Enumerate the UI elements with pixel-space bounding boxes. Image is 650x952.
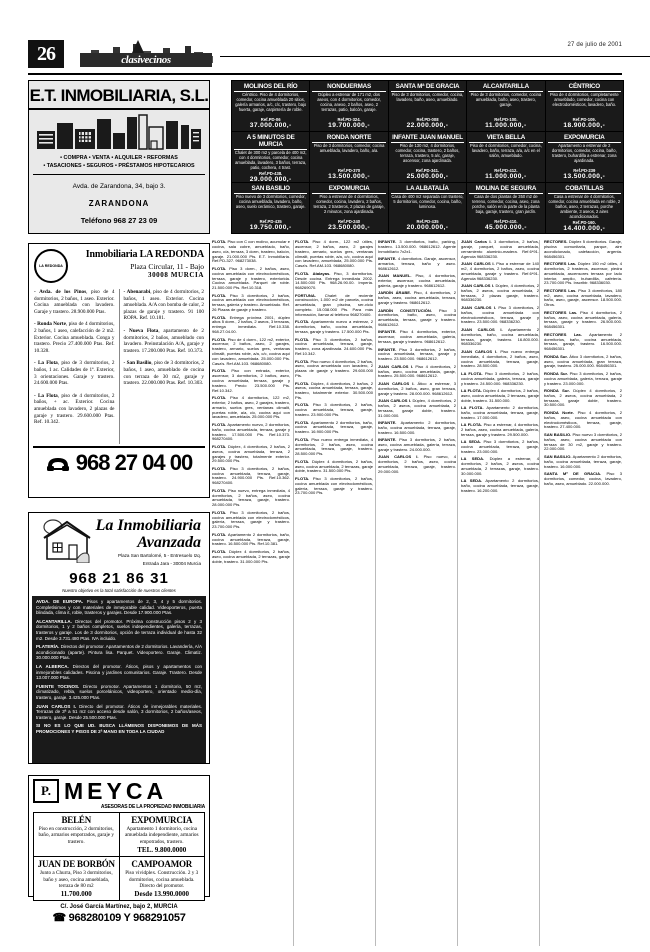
avanzada-title-line-2: Avanzada <box>137 534 201 551</box>
property-box-price: 18.900.000,- <box>563 122 606 129</box>
classified-ad[interactable]: FLOTA. Piso con entrada, exterior, ascensor, 3 dormitorios, 2 baños, aseo, cocina amueblada, terraza, garaje y trastero. Precio 23.500.000 Pts. Ref.10.342. <box>212 368 290 393</box>
ad-la-inmobiliaria-avanzada <box>28 512 210 764</box>
property-box-title: EXPOMURCIA <box>312 185 385 194</box>
classified-column-1 <box>212 240 290 946</box>
meyca-cell-price: 11.700.000 <box>60 890 92 899</box>
classified-ad[interactable]: JUAN CARLOS I. Piso 4 dormitorios, 2 baños, aseo, cocina amueblada, garaje, trastero. 25.500.000. 968612612. <box>378 363 456 379</box>
classified-ad[interactable]: FLOTA. Dúplex, 4 dormitorios, 2 baños, 2 aseos, cocina amueblada, terraza, 2 garajes y trastero, totalmente exterior. 29.500.000 Pts. <box>212 443 290 464</box>
property-box-ref: Ref.PD-240 <box>338 219 361 224</box>
classified-ad[interactable]: FLOTA. Atalayas. Piso, 3 dormitorios. Desde cocina. Entrega inmediata 2002. 14.500.000 Pts. 968.26.90.00. Imperia. 968269070. <box>295 270 373 291</box>
avanzada-listings <box>32 596 206 764</box>
property-box-description: Piso de 130 m2, 4 dormitorios, comedor, cocina, trastero, 2 baños, terraza, trastero, 5 a/c, garaje, ascensor, zona ajardinada. <box>395 143 460 163</box>
redonda-listing: - La Flota, piso de 4 dormitorios, 2 baños, + ac. Exterior. Cocina amueblada con lavadero, 2 plazas de garaje y trastero. 29.600.000 Ptas. Ref. 10.342. <box>34 392 115 426</box>
property-box-price: 29.000.000,- <box>249 175 292 182</box>
avanzada-listing: JUAN CARLOS I. Directo del promotor. Áticos de inmejorables materiales. Terrazas de 3ª a 51 m2 con acceso desde salón, 3 dormitorios, 2 baños/aseos, trastero, garaje. Desde 25.500.000 Ptas. <box>36 703 202 720</box>
et-services-line-2: • TASACIONES • SEGUROS • PRÉSTAMOS HIPOTECARIOS <box>33 163 205 175</box>
classified-column-5 <box>544 240 622 946</box>
property-box[interactable] <box>389 132 466 182</box>
property-box-ref: Ref.PD-160. <box>572 219 596 225</box>
avanzada-title-line-1: La Inmobiliaria <box>95 517 201 534</box>
classified-ad[interactable]: JUAN CARLOS I. Piso 3 dormitorios, 2 baños, cocina amueblada con electrodomésticos, terraza, garaje y trastero. 23.500.000. 968336230. <box>461 304 539 325</box>
property-box-title: NONDUERMAS <box>312 83 385 92</box>
classified-ad[interactable]: LA FLOTA. Apartamento 2 dormitorios, baño, cocina amueblada, terraza, garaje, trastero. 17.000.000. <box>461 405 539 420</box>
classified-ad[interactable]: RONDA Sur. Dúplex 4 dormitorios, 2 baños, 2 aseos, cocina amueblada, 2 terrazas, garaje doble, trastero. 30.500.000. <box>544 387 622 408</box>
meyca-cell-description: Junto a Churra, Piso 3 dormitorios, baño y aseo, cocina amueblada, terraza de 80 m2 <box>39 870 113 890</box>
property-box-ref: Ref.PD-438. <box>259 170 283 176</box>
classified-ad[interactable]: FLOTA. Piso 3 dormitorios, 2 baños, cocina amueblada, terraza, garaje, trastero. 23.900.000 Pts. <box>295 402 373 418</box>
property-box[interactable] <box>546 81 623 131</box>
property-box-ref: Ref.PD-435 <box>259 219 282 224</box>
classified-ad[interactable]: FLOTA. Apartamento 2 dormitorios, baño, cocina amueblada, terraza, garaje, trastero. 16.900.000 Pts. <box>295 419 373 435</box>
redonda-name: Inmobiliaria LA REDONDA <box>85 249 204 260</box>
redonda-listing-columns <box>29 285 209 444</box>
avanzada-listing: SI NO ES LO QUE UD. BUSCA LLÁMENOS DISPONEMOS DE MÁS PROMOCIONES Y PISOS DE 2ª MANO EN TODA LA CIUDAD <box>36 723 202 734</box>
property-box-description: Piso de 4 dormitorios, comedor, cocina, lavadero, baño, terraza, a/a, a/c en el salón, amueblado. <box>470 143 542 158</box>
property-box-price: 23.500.000,- <box>328 224 371 231</box>
meyca-address: C/. José García Martínez, bajo 2, MURCIA <box>60 904 178 911</box>
property-box-description: Piso de 3 dormitorios, comedor, cocina amueblada, baño, aseo, trastero, garaje. <box>470 92 542 107</box>
property-box-title: CÉNTRICO <box>548 83 621 92</box>
meyca-cell-price: Desde 13.990.0000 <box>134 890 190 899</box>
page-number: 26 <box>28 40 64 68</box>
avanzada-listing: LA ALBERCA. Directos del promotor. Áticos, pisos y apartamentos con inmejorables calidades. Piscina y jardines comunitarios. Garaje. Trastero. Desde 13.007.000 Ptas. <box>36 663 202 681</box>
et-town: ZARANDONA <box>88 199 150 208</box>
classified-ad[interactable]: FLOTA. Dúplex 4 dormitorios, 2 baños, aseo, cocina amueblada, 2 terrazas, garaje doble, trastero. 31.500.000 Pts. <box>295 458 373 474</box>
property-box-description: Casa a estrenar de 4 dormitorios, comedor, cocina amueblada en roble, 2 baños, aseo, 2 terrazas, porche ambiente, 3 aseos, 2 aires acondicionados. <box>548 194 621 219</box>
clasivecinos-logo <box>76 40 216 70</box>
meyca-phone-numbers: 968280109 Y 968291057 <box>68 912 186 925</box>
property-listing-grid <box>231 80 624 234</box>
property-box-price: 14.400.000,- <box>563 224 606 232</box>
property-box-ref: Ref.PD-410. <box>494 219 518 224</box>
masthead-rule <box>220 56 650 57</box>
property-box-ref: Ref.PD-06 <box>260 117 281 122</box>
property-box-ref: Ref.PD-109. <box>572 117 596 122</box>
classified-ad[interactable]: FLOTA. Piso 3 dormitorios, 2 baños, cocina amueblada con electrodomésticos, terraza, galería y trastero. Amueblado. Ref. 26 Plazas de garaje y trastero. <box>212 292 290 313</box>
property-box-title: COBATILLAS <box>548 185 621 194</box>
classified-ad[interactable]: FLOTA. Piso 4 dorm., 122 m2 útiles, ascensor, 2 baños, aseo, 2 garajes trastero, armario, suelos gres, ventanas climalit, puertas roble, a/a, c/c, cocina aquí con lavadero, amueblada, 25.000.000 Pts. Casa's. Ref.AM-103. 968680080. <box>295 240 373 269</box>
classified-ad[interactable]: SANTA Mª DE GRACIA. Piso 3 dormitorios, comedor, cocina, lavadero, baño, aseo, amueblado. 22.000.000. <box>544 470 622 486</box>
classified-ad[interactable]: FLOTA. Piso 3 dormitorios, 2 baños, cocina amueblada con electrodomésticos, galería, terraza, garaje y trastero. 23.700.000 Pts. <box>212 509 290 530</box>
classified-ad[interactable]: JUAN MANUEL. Piso, 4 dormitorios, exterior, ascensor, cocina amueblada, galería, garaje y trastero. 968612612. <box>378 273 456 288</box>
meyca-cell-title: JUAN DE BORBÓN <box>37 859 115 870</box>
avanzada-address-line-1: Plaza San Bartolomé, 5 - Entresuelo Izq. <box>118 553 201 558</box>
property-box-description: Chalet de 300 m2 y parcela de 400 m2, con 4 dormitorios, comedor, cocina amueblada, lavadero, 3 baños, terraza, patio, cochera, 4 trast. <box>234 150 307 170</box>
property-box-title: INFANTE JUAN MANUEL <box>392 134 463 141</box>
property-box-title: LA ALBATALÍA <box>391 185 464 194</box>
property-box-description: Piso de 3 dormitorios, comedor, cocina amueblada, lavadero, baño, a/a. <box>313 143 385 153</box>
classified-column-4 <box>461 240 539 946</box>
avanzada-slogan: Nuestro objetivo es la total satisfacción de nuestros clientes <box>62 588 176 593</box>
classified-ad[interactable]: SAN BASILIO. Piso nuevo 3 dormitorios, 2 baños, aseo, cocina amueblada con terraza de 30 m2, garaje y trastero. 22.000.000. <box>544 431 622 452</box>
meyca-cell-title: CAMPOAMOR <box>131 859 193 870</box>
property-box[interactable] <box>467 132 544 182</box>
classified-ad[interactable]: FLOTA. Apartamento nuevo, 2 dormitorios, baño, cocina amueblada, terraza, garaje y trastero. 17.500.000 Pts. Ref.10.373. 968270400. <box>212 421 290 442</box>
classified-ad[interactable]: JUAN CARLOS I. Piso a estrenar de 140 m2, 4 dormitorios, 2 baños, aseo, cocina amueblada, garaje y trastero. Ref.6*91. Agencia 968336230. <box>461 260 539 281</box>
property-box-description: Piso nuevo de 3 dormitorios, comedor, cocina amueblada, lavadero, baño, aseo, suelo cerámico, trastero, garaje. <box>235 194 306 209</box>
et-phone[interactable]: Teléfono 968 27 23 09 <box>80 216 158 225</box>
meyca-cell-title: EXPOMURCIA <box>131 815 193 825</box>
property-box-ref: Ref.PD-239 <box>573 168 596 173</box>
meyca-listing-cell[interactable] <box>34 857 119 900</box>
meyca-name: MEYCA <box>64 778 168 804</box>
property-box-description: Céntrico. Piso de 4 dormitorios, comedor, cocina amueblada 20 sitios, galería armarios, a/c, c/c, trastero, bajo huerta, garaje, carpintería de roble. <box>235 92 307 112</box>
meyca-listing-cell[interactable] <box>34 813 119 856</box>
column-separator <box>375 240 376 946</box>
property-box-title: A 5 MINUTOS DE MURCIA <box>234 134 307 150</box>
telephone-icon <box>46 454 70 472</box>
classified-ad[interactable]: JARDÍN CONSTITUCIÓN. Piso 3 dormitorios, baño, aseo, cocina amueblada, terraza, garaje y trastero. 968612612. <box>378 307 456 328</box>
meyca-cell-description: Piso vividplex. Construcción. 2 y 3 dormitorios, cocina amueblada. Directo del promotor. <box>125 870 199 890</box>
page-masthead <box>28 40 622 74</box>
property-box-title: VIETA BELLA <box>469 134 542 143</box>
classified-ad[interactable]: RECTORES Las. Piso 3 dormitorios, 180 m2, aseo, cocina amueblada, lavadero, baño, aseo, garaje, ascensor. 18.500.000. Otros. <box>544 287 622 308</box>
meyca-listing-cell[interactable] <box>120 857 205 900</box>
column-separator <box>539 240 540 946</box>
redonda-listing: - Nueva Flota, apartamento de 2 dormitorios, 2 baños, amueblado con lavadero. Preinstalación A/A, garaje y trastero. 17.200.000 Ptas. Ref. 10.373. <box>123 327 204 354</box>
classified-ad[interactable]: LA SEDA. Dúplex a estrenar, 4 dormitorios, 2 baños, 2 aseos, cocina amueblada, 2 terrazas, garaje, trastero. 30.000.000. <box>461 456 539 476</box>
classified-ad[interactable]: JUAN CARLOS I. Ático a estrenar, 3 dormitorios, 2 baños, aseo, gran terraza, garaje y trastero. 28.000.000. 968612612. <box>378 380 456 396</box>
property-box-ref: Ref.PD-412. <box>494 168 518 173</box>
property-box[interactable] <box>389 183 466 233</box>
property-box-price: 19.700.000,- <box>328 122 371 129</box>
issue-date: 27 de julio de 2001 <box>567 42 622 48</box>
classified-ad[interactable]: FLOTA. Piso 3 dormitorios, 2 baños, cocina amueblada, terraza, garaje, trastero, zona ajardinada. 24.600.000 Pts. Ref.10.342. <box>295 336 373 357</box>
redonda-phone-number: 968 27 04 00 <box>75 450 193 475</box>
property-box-ref: Ref.PD-370 <box>338 168 361 173</box>
property-box-description: Apartamento a estrenar de 2 dormitorios, comedor, cocina, baño, trastero, buhardilla a estrenar, zona ajardinada. <box>551 143 617 163</box>
property-box-description: Casa de 400 m2 separada con trastero, 5 dormitorios, comedor, cocina, baño, luminosa. <box>391 194 464 209</box>
ad-inmobiliaria-la-redonda <box>28 243 210 498</box>
et-skyline-graphic <box>35 113 203 151</box>
redonda-listing: - La Flota, piso de 3 dormitorios, 2 baños, 1 ac. Calidades de 1ª. Exterior, 3 orientaciones. Garaje y trastero. 24.600.000 Ptas. <box>34 360 115 387</box>
classified-ad[interactable]: INFANTE. Piso 3 dormitorios, 2 baños, aseo, cocina amueblada, galería, terraza, garaje y trastero. 24.000.000. <box>378 437 456 452</box>
classified-ad[interactable]: FLOTA. Piso con C con molino, acumular e cocina, sala cobre, amueblado, baño, aseo, c/a, terraza, 3 dorm, trastero, balcón, garaje. 21.000.000 Pts. E.T. Inmobiliaria. Ref.PD-327. 968273038. <box>212 240 290 264</box>
classified-ad[interactable]: FLOTA. Piso nuevo 4 dormitorios, 2 baños, aseo, cocina amueblada con lavadero, 2 plazas de garaje y trastero. 29.600.000 Pts. <box>295 358 373 379</box>
classified-ad[interactable]: FLOTA. Dúplex, 4 dormitorios, 2 baños, 2 aseos, cocina amueblada, terraza, garaje, trastero, totalmente exterior. 30.500.000 Pts. <box>295 380 373 401</box>
property-box-title: SAN BASILIO <box>234 185 307 194</box>
property-box-price: 19.750.000,- <box>249 224 292 231</box>
property-box[interactable] <box>467 81 544 131</box>
redonda-listing: - Avda. de los Pinos, piso de 4 dormitorios, 2 baños, 1 aseo. Exterior. Cocina amueblada con lavadero. Garaje y trastero. 28.900.000 Ptas. <box>34 289 115 315</box>
classified-column-3 <box>378 240 456 946</box>
house-with-hand-icon <box>41 519 93 563</box>
property-box-ref: Ref.PD-341. <box>415 168 440 173</box>
property-box[interactable] <box>546 132 623 182</box>
avanzada-listing: AVDA. DE EUROPA. Pisos y apartamentos de 2, 3, 4 y 5 dormitorios. Completísimos y con materiales de inmejorable calidad. Videoporteros, puerta blindada, clima it, roble, trasteros y garajes. Desde 17.900.000 Ptas. <box>36 599 203 616</box>
classified-ad[interactable]: FLOTA. Dúplex 4 dormitorios, 2 baños, aseo, cocina amueblada, 2 terrazas, garaje doble, trastero. 31.000.000 Pts. <box>212 548 290 564</box>
classified-ad[interactable]: FLOTA. Piso 4 dormitorios, 122 m2, exterior, 2 baños, aseo, 2 garajes, trastero, armario, suelos gres, ventanas climalit, puertas roble, a/a, c/c, cocina aquí con lavadero, amueblada. 25.000.000 Pts. <box>212 395 290 420</box>
classified-ad[interactable]: FLOTA. Piso de 4 dorm., 122 m2, exterior, ascensor, 2 baños, aseo, 2 garajes, trastero, armario, suelos gres, ventanas climalit, puertas roble, a/a, c/c, cocina aquí con lavadero, amueblada. 25.000.000 Pts. Casa's. Ref.AM-103. 968680080. <box>212 336 290 366</box>
classified-ad[interactable]: INFANTE. Piso 3 dormitorios, 2 baños, cocina amueblada, terraza, garaje y trastero. 23.500.000. 968612612. <box>378 346 456 362</box>
et-services-line-1: • COMPRA • VENTA • ALQUILER • REFORMAS <box>60 155 178 161</box>
meyca-cell-price: TEL. 9.800.0000 <box>137 846 187 855</box>
property-box[interactable] <box>232 183 309 233</box>
redonda-listing: - San Basilio, piso de 3 dormitorios, 2 baños, 1 aseo, amueblado de cocina con terraza de 30 m2, garaje y trastero. 22.000.000 Ptas. Ref. 10.303. <box>123 360 204 387</box>
classified-ad[interactable]: LA FLOTA. Dúplex 4 dormitorios, 2 baños, aseo, cocina amueblada, 2 terrazas, garaje doble, trastero. 31.500.000. <box>461 387 539 403</box>
property-box-description: Piso de 4 dormitorios, completamente amueblado, comedor, cocina con electrodomésticos, lavadero, baño. <box>549 92 619 107</box>
meyca-header <box>29 776 209 804</box>
property-box-description: Piso a estrenar de 4 dormitorios, comedor, cocina, lavadero, 2 baños, terraza, 2 trasteros, 2 plazas de garaje, 2 minutos, zona ajardinada. <box>313 194 385 214</box>
avanzada-listing: FUENTE TOCINOS. Directo promotor. Apartamentos 1 dormitorio, 50 m2, climatizado, rebla, suelos porcelánicos, videoportero, orientado medio-día, trastero, garaje. 3.425.000 Ptas. <box>36 683 203 700</box>
property-box[interactable] <box>232 132 309 182</box>
property-box-ref: Ref.PD-435 <box>416 219 439 224</box>
property-box-title: ALCANTARILLA <box>469 83 542 92</box>
classified-ad[interactable]: JUAN CARLOS I. Apartamento 2 dormitorios, baño, cocina amueblada, terraza, garaje, trastero. 16.800.000. 968336230. <box>461 326 539 347</box>
classified-ad[interactable]: INFANTE. Apartamento 2 dormitorios, baño, cocina amueblada, terraza, garaje, trastero. 16.500.000. <box>378 419 456 435</box>
et-title: E.T. INMOBILIARIA, S.L. <box>29 86 209 110</box>
classified-ad[interactable]: FORTUNA. Chalet de reciente construcción, 1.000 m2 de parcela, cocina amueblada, gran piscina, ser-vicio completo. 15.038.000 Pts. Para más información, llamar al teléfono 968270400. <box>295 292 373 317</box>
meyca-logo-mark: P. <box>33 779 59 803</box>
meyca-phones[interactable] <box>29 911 209 924</box>
redonda-column-1 <box>34 289 120 444</box>
classified-ad[interactable]: FLOTA. Piso 3 dormitorios, 2 baños, cocina amueblada con electrodomésticos, galería, terraza, garaje y trastero. 23.700.000 Pts. <box>295 475 373 496</box>
property-box-title: MOLINA DE SEGURA <box>469 185 542 194</box>
meyca-phone-icon: ☎ <box>52 912 66 925</box>
property-box-price: 13.500.000,- <box>328 173 371 180</box>
classified-ad[interactable]: JUAN CARLOS I. Piso nuevo entrega inmediata, 4 dormitorios, 2 baños, aseo, cocina amueblada, terraza, garaje, trastero. 28.500.000. <box>461 348 539 369</box>
property-box-price: 22.000.000,- <box>406 122 449 129</box>
property-box-price: 25.000.000,- <box>406 173 449 180</box>
avanzada-listing: PLATERÍA. Directos del promotor. Apartamentos de 2 dormitorios. Lavandería, A/A acondicionado (aparte). Pintura lisa. Parquet. Videoportero. Garaje. Climatiz. 30.000.000 Ptas. <box>36 644 202 661</box>
property-box-title: EXPOMURCIA <box>548 134 621 143</box>
redonda-column-2 <box>120 289 205 444</box>
classified-ad[interactable]: FLOTA. Piso 3 dormitorios, 2 baños, cocina amueblada, terraza, garaje, trastero. 24.900.000 Pts. Ref.10.362. 968270400. <box>212 465 290 486</box>
property-box-ref: Ref.PD-100. <box>494 117 518 122</box>
classified-ad[interactable]: RONDA Sur. Piso 3 dormitorios, 2 baños, cocina amueblada, galería, terraza, garaje y trastero. 23.000.000. <box>544 370 622 386</box>
property-box-description: Dúplex a estrenar de 171 m2, dos aseos, con 4 dormitorios, comedor, cocina, anexo, 2 baños, aseo, 2 terrazas, patio, balcón, garaje. <box>317 92 381 112</box>
redonda-listing: - Abenarabi, piso de 4 dormitorios, 2 baños, 1 aseo. Exterior. Cocina amueblada. A/A con bomba de calor, 2 plazas de garaje y trastero. 91 100 ROPA. Ref. 10.181. <box>123 289 204 322</box>
classified-ad[interactable]: FLOTA. Apartamento 2 dormitorios, baño, cocina amueblada, terraza, garaje, trastero. 16.500.000 Pts. Ref.10.381. <box>212 531 290 547</box>
property-box[interactable] <box>389 81 466 131</box>
property-box-description: Piso de 3 dormitorios, comedor, cocina, lavadero, baño, aseo, amueblado. <box>391 92 464 102</box>
property-box-price: 13.500.000,- <box>563 173 606 180</box>
redonda-phone-block[interactable] <box>33 446 205 476</box>
redonda-address: Plaza Circular, 11 - Bajo <box>130 262 204 271</box>
masthead-bottom-rule <box>28 73 622 75</box>
classified-ad[interactable]: RONDA Sur. Ático 3 dormitorios, 2 baños, aseo, cocina amueblada, gran terraza, garaje, trastero. 25.000.000. 968456301. <box>544 353 622 369</box>
classified-ad[interactable]: LA SEDA. Piso 3 dormitorios, 2 baños, cocina amueblada, terraza, garaje, trastero. 23.000.000. <box>461 439 539 454</box>
classified-ad[interactable]: RECTORES Las. Dúplex 150 m2 útiles, 4 dormitorios, 2 trasteros, ascensor, piedra amueblada, ascensores terraza por lado interior, amplio, buhardilla, cafetería. 23.700.000 Pts. Inscribir. 968336030. <box>544 260 622 286</box>
meyca-cell-description: Piso en construcción, 2 dormitorios, baño, armarios empotrados, garaje y trastero. <box>38 826 114 845</box>
property-box[interactable] <box>546 183 623 233</box>
classified-listings <box>212 240 622 946</box>
property-box-price: 11.000.000,- <box>485 173 527 180</box>
meyca-cell-title: BELÉN <box>61 815 91 825</box>
classified-ad[interactable]: FLOTA. Piso 3 dorm., 2 baños, aseo, cocina amueblada con electrodomésticos, terraza, garaje y trastero, exteriorida. Cocina amueblada. Parquet de roble. 21.500.000 Pts. Ref.10.318. <box>212 265 290 291</box>
property-box-title: MOLINOS DEL RÍO <box>234 83 307 92</box>
redonda-listing: - Ronda Norte, piso de 4 dormitorios, 2 baños, 1 aseo, calefacción de 2 m2. Exterior. Cocina amueblada. Conga y trastero. Precio 27.400.000 Ptas. Ref. 10.328. <box>34 321 115 354</box>
classified-ad[interactable]: FLOTA. Apartamento nuevo a estrenar, 2 dormitorios, baño, cocina amueblada, terraza, garaje y trastero. 17.500.000 Pts. <box>295 319 373 335</box>
classified-ad[interactable]: JUAN CARLOS I. Dúplex, 4 dormitorios, 2 baños, 2 aseos, cocina amueblada, 2 terrazas, 2 plazas garaje, trastero. 968336230. <box>461 282 539 303</box>
avanzada-address-line-2: Entrada Jara - 30004 Murcia <box>142 561 201 566</box>
property-box-title: SANTA Mª DE GRACIA <box>391 83 464 92</box>
ad-meyca <box>28 775 210 925</box>
classified-ad[interactable]: RONDA Norte. Piso 4 dormitorios, 2 baños, aseo, cocina amueblada con electrodomésticos, terraza, garaje, trastero. 27.400.000. <box>544 409 622 430</box>
property-box[interactable] <box>467 183 544 233</box>
classified-ad[interactable]: FLOTA. Piso nuevo entrega inmediata, 4 dormitorios, 2 baños, aseo, cocina amueblada, terraza, garaje, trastero. 28.500.000 Pts. <box>295 436 373 457</box>
classified-ad[interactable]: JUAN CARLOS I. Dúplex, 4 dormitorios, 2 baños, 2 aseos, cocina amueblada, 2 terrazas, garaje doble, trastero. 31.000.000. <box>378 397 456 418</box>
redonda-seal-icon: LA REDONDA <box>34 249 68 283</box>
classified-column-2 <box>295 240 373 946</box>
property-box-description: Casa de dos plantas de 350 m2 de terreno, comedor, cocina, aseo, zona porche, salón en la parte de la planta baja, garaje, trastero, gran jardín. <box>472 194 540 214</box>
column-separator <box>293 240 294 946</box>
property-box[interactable] <box>310 183 387 233</box>
property-box-price: 20.000.000,- <box>406 224 449 231</box>
property-box-title: RONDA NORTE <box>312 134 385 143</box>
meyca-subtitle: ASESORAS DE LA PROPIEDAD INMOBILIARIA <box>100 804 205 810</box>
classified-ad[interactable]: INFANTE. 3 dormitorios, baño, parking, trastero. 13.500.000. 968612612. Agente Inmobiliario 7x2x1. <box>378 240 456 254</box>
city-skyline-icon <box>35 113 203 151</box>
property-box[interactable] <box>310 81 387 131</box>
avanzada-listing: ALCANTARILLA. Directos del promotor. Próxima construcción pisos 2 y 3 dormitorios, 1 y 2 baños completos, suelos independientes, galería, terrazas, trasteros y garaje. Los de 3 dormitorios, opción de terraza individual de hasta 32 m2. Desde 3.731.480 Ptas. IVA incluido. <box>36 618 202 641</box>
classified-ad[interactable]: RECTORES Las. Apartamento 2 dormitorios, baño, cocina amueblada, terraza, garaje, trastero. 16.500.000. 968456301. <box>544 331 622 352</box>
property-box-ref: Ref.PD-324. <box>337 117 361 122</box>
redonda-city: 30008 MURCIA <box>147 271 204 279</box>
classified-ad[interactable]: LA FLOTA. Piso a estrenar, 4 dormitorios, 2 baños, aseo, cocina amueblada, galería, terraza, garaje y trastero. 29.500.000. <box>461 422 539 437</box>
classified-ad[interactable]: RECTORES Las. Piso 4 dormitorios, 2 baños, aseo, cocina amueblada, galería, terraza, garaje y trastero. 26.500.000. 968456301. <box>544 309 622 330</box>
ad-et-inmobiliaria <box>28 80 210 234</box>
avanzada-phone[interactable]: 968 21 86 31 <box>69 570 169 587</box>
et-address: Avda. de Zarandona, 34, bajo 3. <box>72 183 166 190</box>
property-box-price: 45.000.000,- <box>484 224 527 231</box>
classified-ad[interactable]: SAN BASILIO. Apartamento 2 dormitorios, baño, cocina amueblada, terraza, garaje, trastero. 16.000.000. <box>544 453 622 469</box>
column-separator <box>457 240 458 946</box>
classified-ad[interactable]: JARDÍN ÁRABE. Piso, 4 dormitorios, 2 baños, aseo, cocina amueblada, terraza, garaje y trastero. 968612612. <box>378 290 456 306</box>
meyca-listing-grid <box>33 812 205 901</box>
classified-ad[interactable]: LA SEDA. Apartamento 2 dormitorios, baño, cocina amueblada, terraza, garaje, trastero. 16.200.000. <box>461 478 539 494</box>
classified-ad[interactable]: LA FLOTA. Piso 3 dormitorios, 2 baños, cocina amueblada, galería, terraza, garaje y trastero. 24.500.000. 968336230. <box>461 370 539 386</box>
logo-wordmark: clasivecinos <box>80 53 212 67</box>
meyca-listing-cell[interactable] <box>120 813 205 856</box>
redonda-header <box>29 244 209 285</box>
classified-ad[interactable]: INFANTE. Piso 4 dormitorios, exterior, ascensor, cocina amueblada, galería, terraza, garaje y trastero. 968612612. <box>378 329 456 345</box>
classified-ad[interactable]: JUAN CARLOS I. Piso nuevo, 4 dormitorios, 2 baños, aseo, cocina amueblada, terraza, garaje, trastero. 29.000.000. <box>378 454 456 474</box>
property-box-price: 11.000.000,- <box>485 122 527 129</box>
property-box[interactable] <box>310 132 387 182</box>
classified-ad[interactable]: FLOTA. Entrega próxima 2001, dúplex altos 5 dorm., 2 baños, 2 aseos, 3 terrazas, entrega inmediata. Ref.10.338. 968.27.04.00. <box>212 314 290 335</box>
property-box[interactable] <box>232 81 309 131</box>
classified-ad[interactable]: JUAN Carlos I. 3 dormitorios, 2 baños, garaje, parquet, cocina amueblada, cerramiento aluminio-madera. Ref.6*91. Agencia 968336230. <box>461 240 539 259</box>
classified-ad[interactable]: FLOTA. Piso nuevo, entrega inmediata, 4 dormitorios, 2 baños, aseo, cocina amueblada, terraza, garaje, trastero. 28.000.000 Pts. <box>212 487 290 508</box>
meyca-cell-description: Apartamento 1 dormitorio, cocina amueblada independiente, armarios empotrados, trastero. <box>124 826 199 845</box>
property-box-price: 37.000.000,- <box>249 122 292 129</box>
property-box-ref: Ref.PD-008 <box>416 117 439 122</box>
classified-ad[interactable]: INFANTE. 4 dormitorios. Garaje, ascensor, armarios, terraza, baño y aseo. 968612612. <box>378 256 456 271</box>
classified-ad[interactable]: RECTORES. Dúplex 5 dormitorios. Garaje, piscina comunitaria, parque, aire acondicionado, calefacción, argenta. 968456301. <box>544 240 622 259</box>
